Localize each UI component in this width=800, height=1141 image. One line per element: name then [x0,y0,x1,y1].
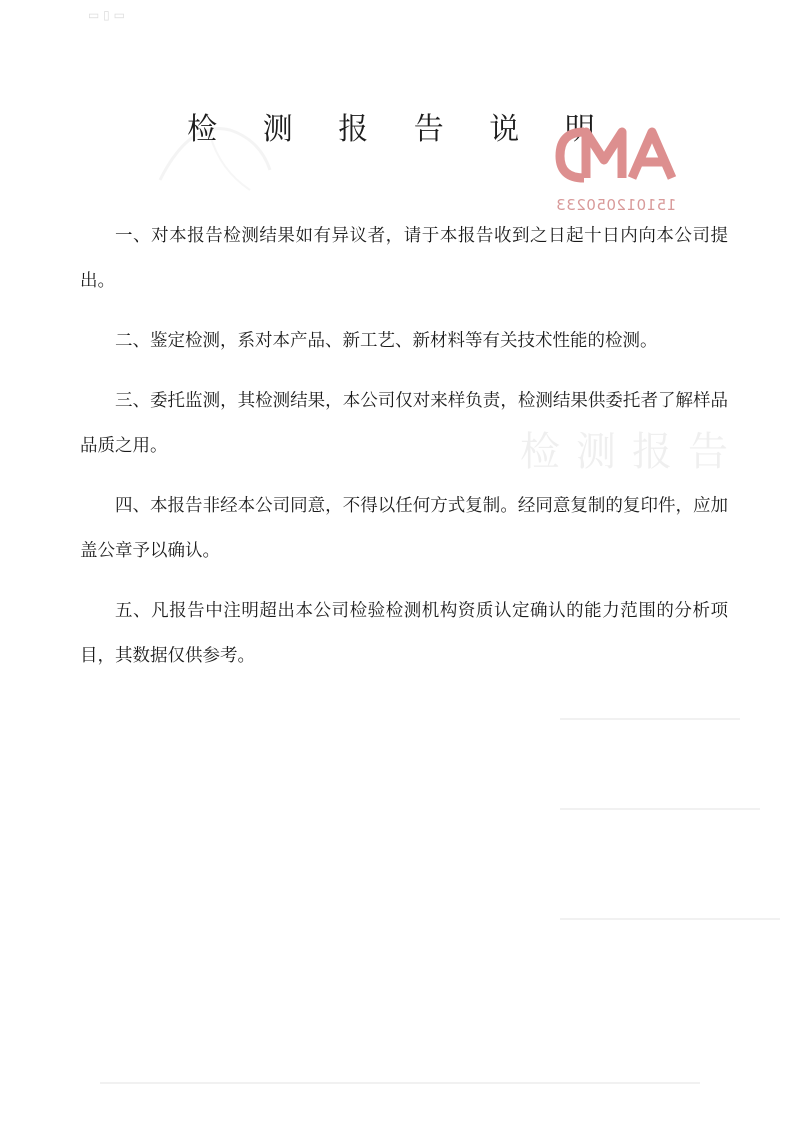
bleed-line [100,1082,700,1084]
bleed-line [560,718,740,720]
notice-paragraph-3: 三、委托监测，其检测结果，本公司仅对来样负责，检测结果供委托者了解样品品质之用。 [80,391,728,456]
bleed-line [560,808,760,810]
cma-seal-icon [546,118,686,198]
bleed-through-title: 检测报告 [520,429,744,475]
notice-body [80,214,728,679]
page-title: 检 测 报 告 说 明 [187,112,613,147]
scan-artifact: ▭ ▯ ▭ [88,8,125,22]
notice-paragraph-5: 五、凡报告中注明超出本公司检验检测机构资质认定确认的能力范围的分析项目，其数据仅供参考。 [80,601,728,666]
notice-paragraph-2: 二、鉴定检测，系对本产品、新工艺、新材料等有关技术性能的检测。 [115,331,658,351]
cma-seal-code: 151012050233 [555,196,677,214]
notice-paragraph-4: 四、本报告非经本公司同意，不得以任何方式复制。经同意复制的复印件，应加盖公章予以确认。 [80,496,728,561]
cma-seal [546,118,686,214]
bleed-line [560,918,780,920]
notice-paragraph-1: 一、对本报告检测结果如有异议者，请于本报告收到之日起十日内向本公司提出。 [80,226,728,291]
